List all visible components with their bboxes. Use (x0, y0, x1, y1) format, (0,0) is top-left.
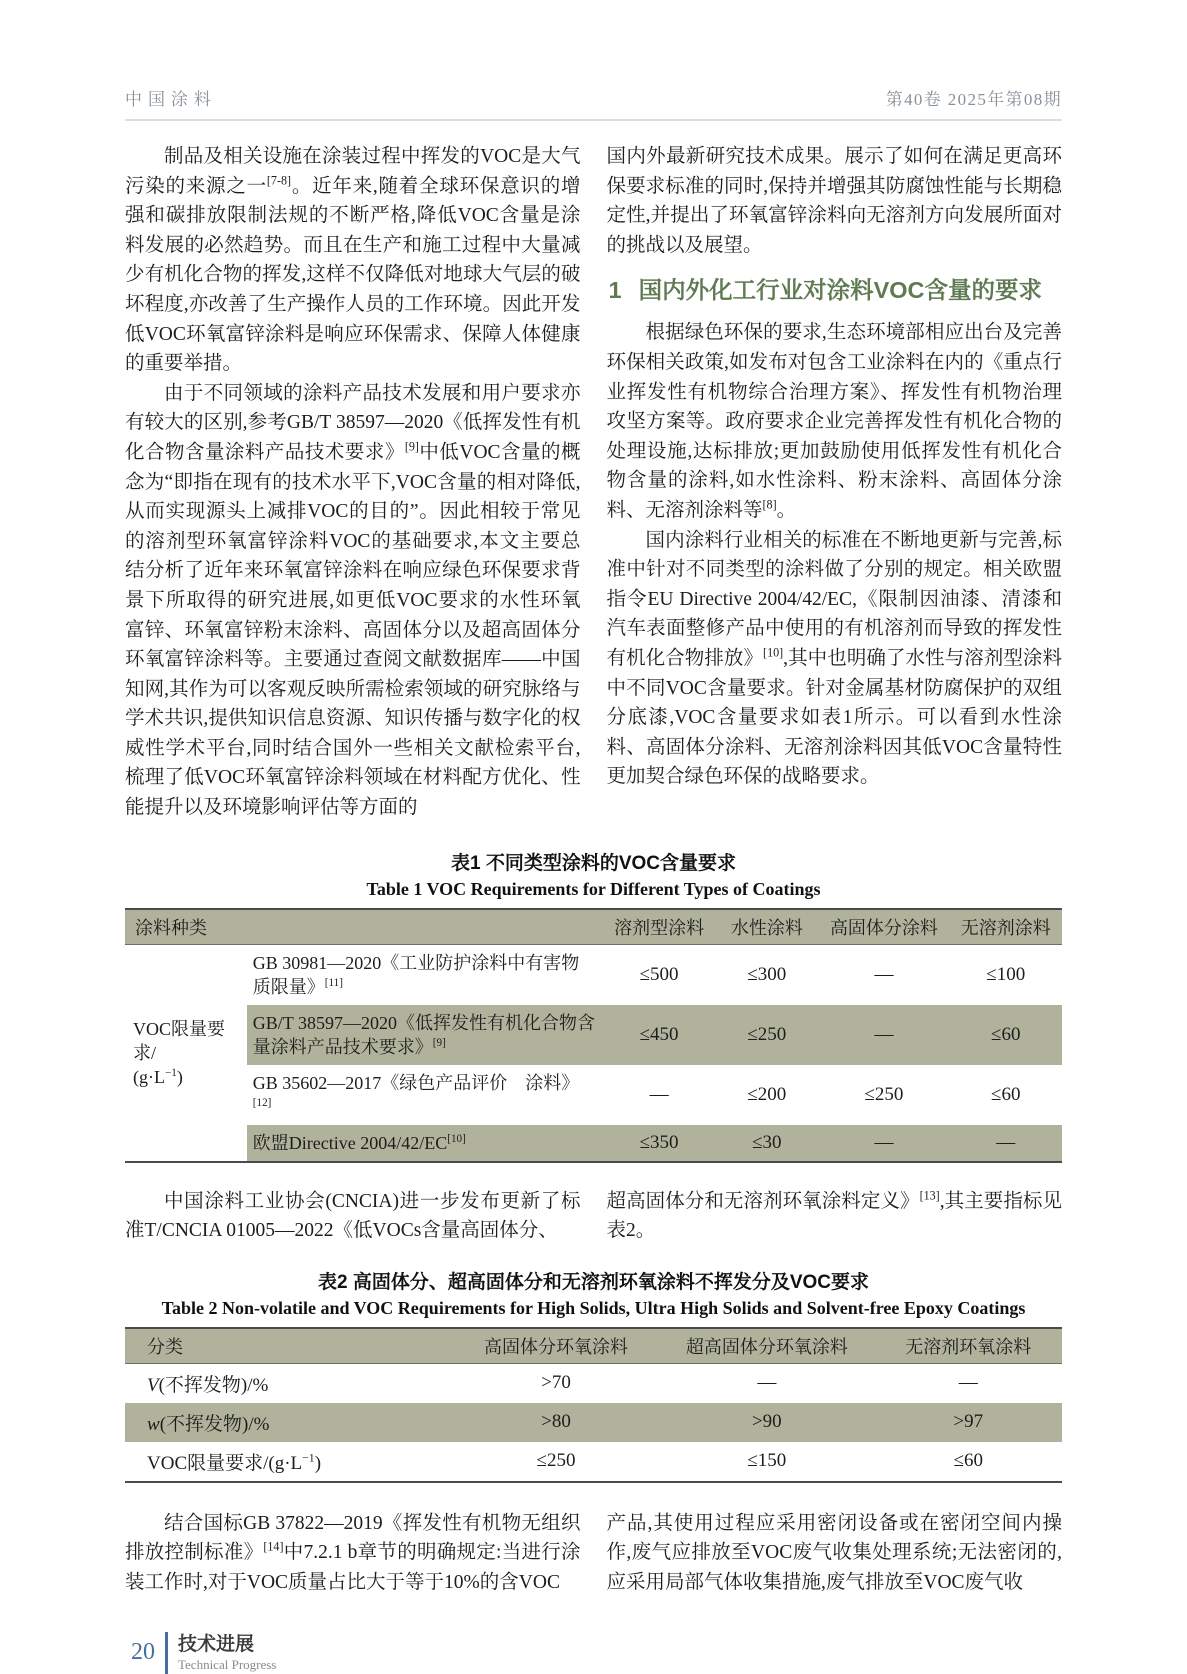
table1-head-row (125, 909, 1062, 945)
volume-issue: 第40卷 2025年第08期 (885, 90, 1062, 109)
table1-value-cell: ≤200 (747, 1083, 787, 1105)
table2-value-cell: >80 (453, 1403, 659, 1442)
table1-value-cell: — (649, 1083, 669, 1105)
table1-value-cell: ≤450 (603, 1005, 715, 1065)
table2-value-cell: ≤150 (747, 1450, 787, 1472)
table1-standard-cell: GB 35602—2017《绿色产品评价 涂料》[12] (252, 1072, 580, 1109)
table1-title-cn: 表1 不同类型涂料的VOC含量要求 (450, 852, 737, 874)
table1-value-cell: ≤500 (639, 963, 679, 985)
table2-header-cell: 超高固体分环氧涂料 (659, 1328, 875, 1364)
left-column (125, 1509, 581, 1598)
paragraph: 产品,其使用过程应采用密闭设备或在密闭空间内操作,废气应排放至VOC废气收集处理系统;无法密闭的,应采用局部气体收集措施,废气排放至VOC废气收 (606, 1512, 1062, 1594)
table2-value-cell: >90 (659, 1403, 875, 1442)
table1-value-cell: ≤60 (950, 1005, 1062, 1065)
table2-row-label: VOC限量要求$/(g\cdot L^{-1})$ (147, 1451, 322, 1474)
table1-header-cell: 水性涂料 (715, 909, 818, 945)
table2-row (125, 1363, 1062, 1403)
table2-header-cell: 无溶剂环氧涂料 (875, 1328, 1062, 1364)
table1-value-cell: ≤30 (715, 1125, 818, 1162)
paragraph: 国内涂料行业相关的标准在不断地更新与完善,标准中针对不同类型的涂料做了分别的规定。相关欧盟指令EU Directive 2004/42/EC,《限制因油漆、清漆和汽车表面整修产品中使用的有机溶剂而导致的挥发性有机化合物排放》[10],其中也明确了水性与溶剂型涂料中不同VOC含量要求。针对金属基材防腐保护的双组分底漆,VOC含量要求如表1所示。可以看到水性涂料、高固体分涂料、无溶剂涂料因其低VOC含量特性更加契合绿色环保的战略要求。 (606, 529, 1062, 788)
footer-divider (165, 1632, 168, 1674)
section-number: 1 (608, 277, 622, 304)
paragraph: 超高固体分和无溶剂环氧涂料定义》[13],其主要指标见表2。 (606, 1188, 1062, 1242)
paragraph: 国内外最新研究技术成果。展示了如何在满足更高环保要求标准的同时,保持并增强其防腐蚀性能与长期稳定性,并提出了环氧富锌涂料向无溶剂方向发展所面对的挑战以及展望。 (606, 146, 1062, 256)
table1-value-cell: — (874, 963, 894, 985)
paragraph: 结合国标GB 37822—2019《挥发性有机物无组织排放控制标准》[14]中7.2.1 b章节的明确规定:当进行涂装工作时,对于VOC质量占比大于等于10%的含VOC (125, 1512, 581, 1594)
paragraph: 中国涂料工业协会(CNCIA)进一步发布更新了标准T/CNCIA 01005—2022《低VOCs含量高固体分、 (125, 1190, 581, 1242)
table1-value-cell: ≤350 (603, 1125, 715, 1162)
left-column (125, 1187, 581, 1246)
table2-value-cell: >97 (875, 1403, 1062, 1442)
table1-row (125, 1065, 1062, 1125)
bottom-columns (125, 1509, 1062, 1598)
table1-value-cell: ≤100 (986, 963, 1026, 985)
table2-value-cell: ≤250 (536, 1450, 576, 1472)
paragraph: 根据绿色环保的要求,生态环境部相应出台及完善环保相关政策,如发布对包含工业涂料在内的《重点行业挥发性有机物综合治理方案》、挥发性有机物治理攻坚方案等。政府要求企业完善挥发性有机化合物的处理设施,达标排放;更加鼓励使用低挥发性有机化合物含量的涂料,如水性涂料、粉末涂料、高固体分涂料、无溶剂涂料等[8]。 (606, 322, 1062, 521)
table1-value-cell: — (818, 1125, 949, 1162)
table1-standard-cell: GB 30981—2020《工业防护涂料中有害物质限量》[11] (252, 952, 580, 997)
right-column (607, 1509, 1063, 1598)
table1-header-category: 涂料种类 (125, 909, 603, 945)
table2-value-cell: — (757, 1372, 777, 1394)
running-head (125, 85, 1062, 121)
table1-header-cell: 高固体分涂料 (818, 909, 949, 945)
nonvolatile-voc-table (125, 1327, 1062, 1483)
footer-section-en: Technical Progress (178, 1656, 277, 1672)
table1-standard-cell: 欧盟Directive 2004/42/EC[10] (247, 1125, 603, 1162)
left-column (125, 142, 581, 823)
table1-row (125, 1125, 1062, 1162)
right-column (607, 142, 1063, 823)
table1-standard-cell: GB/T 38597—2020《低挥发性有机化合物含量涂料产品技术要求》[9] (247, 1005, 603, 1065)
page-footer (131, 1632, 1062, 1674)
table2-row-label: w(不挥发物)/% (125, 1403, 453, 1442)
table1-title-en: Table 1 VOC Requirements for Different Types of Coatings (366, 878, 821, 899)
table1-row (125, 944, 1062, 1005)
table1-block (125, 851, 1062, 1163)
table1-value-cell: ≤300 (747, 963, 787, 985)
footer-section (178, 1633, 276, 1673)
table1-row (125, 1005, 1062, 1065)
table1-value-cell: ≤250 (715, 1005, 818, 1065)
table2-value-cell: — (958, 1372, 978, 1394)
paragraph: 制品及相关设施在涂装过程中挥发的VOC是大气污染的来源之一[7-8]。近年来,随着全球环保意识的增强和碳排放限制法规的不断严格,降低VOC含量是涂料发展的必然趋势。而且在生产和施工过程中大量减少有机化合物的挥发,这样不仅降低对地球大气层的破坏程度,亦改善了生产操作人员的工作环境。因此开发低VOC环氧富锌涂料是响应环保需求、保障人体健康的重要举措。 (125, 146, 581, 375)
table1-value-cell: ≤250 (864, 1083, 904, 1105)
table1-value-cell: — (818, 1005, 949, 1065)
section-heading (609, 275, 1063, 306)
table1-row-label: VOC限量要求/ $(g\cdot L^{-1})$ (125, 944, 247, 1162)
table1-header-cell: 无溶剂涂料 (950, 909, 1062, 945)
table2-header-cell: 分类 (125, 1328, 453, 1364)
table2-row (125, 1442, 1062, 1482)
table1-value-cell: — (950, 1125, 1062, 1162)
table2-row (125, 1403, 1062, 1442)
table2-body (125, 1363, 1062, 1482)
voc-requirements-table (125, 908, 1062, 1163)
table1-body (125, 944, 1062, 1162)
mid-columns (125, 1187, 1062, 1246)
table2-value-cell: ≤60 (953, 1450, 983, 1472)
section-title: 国内外化工行业对涂料VOC含量的要求 (638, 277, 1043, 304)
table2-row-label: V(不挥发物)/% (147, 1374, 269, 1396)
table2-header-cell: 高固体分环氧涂料 (453, 1328, 659, 1364)
table1-header-cell: 溶剂型涂料 (603, 909, 715, 945)
footer-section-cn: 技术进展 (178, 1633, 255, 1655)
right-column (607, 1187, 1063, 1246)
table2-head-row (125, 1328, 1062, 1364)
page-number: 20 (131, 1639, 155, 1666)
paragraph: 由于不同领域的涂料产品技术发展和用户要求亦有较大的区别,参考GB/T 38597—2020《低挥发性有机化合物含量涂料产品技术要求》[9]中低VOC含量的概念为“即指在现有的技术水平下,VOC含量的相对降低,从而实现源头上减排VOC的目的”。因此相较于常见的溶剂型环氧富锌涂料VOC的基础要求,本文主要总结分析了近年来环氧富锌涂料在响应绿色环保要求背景下所取得的研究进展,如更低VOC要求的水性环氧富锌、环氧富锌粉末涂料、高固体分以及超高固体分环氧富锌涂料等。主要通过查阅文献数据库——中国知网,其作为可以客观反映所需检索领域的研究脉络与学术共识,提供知识信息资源、知识传播与数字化的权威性学术平台,同时结合国外一些相关文献检索平台,梳理了低VOC环氧富锌涂料领域在材料配方优化、性能提升以及环境影响评估等方面的 (125, 382, 581, 819)
table2-block (125, 1270, 1062, 1483)
table2-title-cn: 表2 高固体分、超高固体分和无溶剂环氧涂料不挥发分及VOC要求 (317, 1271, 870, 1293)
table2-value-cell: >70 (541, 1372, 571, 1394)
body-columns (125, 142, 1062, 823)
table2-title-en: Table 2 Non-volatile and VOC Requirements for High Solids, Ultra High Solids and Solvent-free Epoxy Coatings (161, 1297, 1026, 1318)
journal-title: 中国涂料 (125, 90, 217, 109)
table1-value-cell: ≤60 (991, 1083, 1021, 1105)
